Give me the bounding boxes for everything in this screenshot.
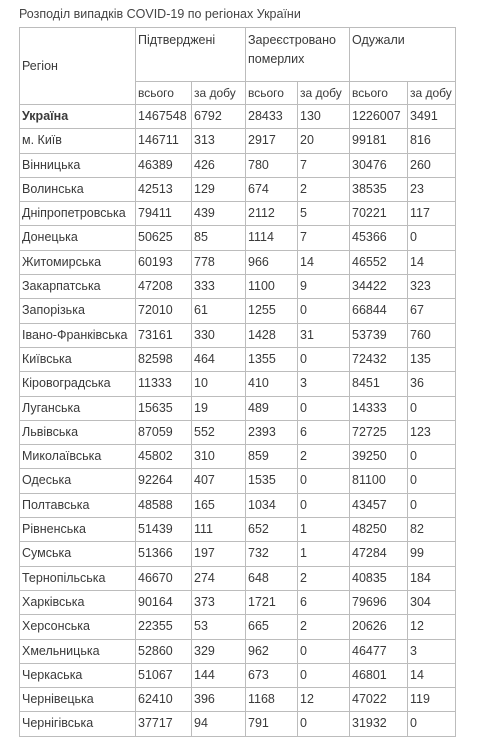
deaths-per-day-header: за добу — [298, 82, 350, 105]
confirmed-total-header: всього — [136, 82, 192, 105]
table-row — [20, 518, 456, 542]
region-cell: Львівська — [20, 420, 136, 444]
recovered-per-day-cell: 14 — [408, 663, 456, 687]
recovered-total-header: всього — [350, 82, 408, 105]
deaths-per-day-cell: 14 — [298, 250, 350, 274]
confirmed-per-day-header: за добу — [192, 82, 246, 105]
recovered-per-day-cell: 135 — [408, 347, 456, 371]
deaths-per-day-cell: 0 — [298, 712, 350, 736]
table-row — [20, 615, 456, 639]
recovered-total-cell: 30476 — [350, 153, 408, 177]
table-row — [20, 542, 456, 566]
recovered-per-day-cell: 760 — [408, 323, 456, 347]
confirmed-total-cell: 87059 — [136, 420, 192, 444]
confirmed-per-day-cell: 165 — [192, 493, 246, 517]
region-cell: Вінницька — [20, 153, 136, 177]
recovered-per-day-cell: 12 — [408, 615, 456, 639]
confirmed-total-cell: 1467548 — [136, 105, 192, 129]
confirmed-per-day-cell: 313 — [192, 129, 246, 153]
recovered-total-cell: 14333 — [350, 396, 408, 420]
recovered-group-header: Одужали — [350, 28, 456, 82]
region-cell: Чернівецька — [20, 688, 136, 712]
table-row — [20, 250, 456, 274]
deaths-per-day-cell: 2 — [298, 445, 350, 469]
deaths-total-cell: 780 — [246, 153, 298, 177]
confirmed-per-day-cell: 94 — [192, 712, 246, 736]
confirmed-total-cell: 79411 — [136, 202, 192, 226]
table-row — [20, 420, 456, 444]
recovered-per-day-cell: 119 — [408, 688, 456, 712]
deaths-total-cell: 1721 — [246, 590, 298, 614]
recovered-per-day-cell: 14 — [408, 250, 456, 274]
table-row — [20, 566, 456, 590]
confirmed-per-day-cell: 330 — [192, 323, 246, 347]
deaths-total-cell: 791 — [246, 712, 298, 736]
recovered-per-day-cell: 816 — [408, 129, 456, 153]
confirmed-total-cell: 37717 — [136, 712, 192, 736]
region-cell: Черкаська — [20, 663, 136, 687]
table-row — [20, 493, 456, 517]
region-cell: Івано-Франківська — [20, 323, 136, 347]
deaths-total-cell: 1535 — [246, 469, 298, 493]
region-cell: Кіровоградська — [20, 372, 136, 396]
table-row — [20, 590, 456, 614]
deaths-per-day-cell: 1 — [298, 518, 350, 542]
table-row — [20, 469, 456, 493]
deaths-per-day-cell: 6 — [298, 590, 350, 614]
recovered-total-cell: 70221 — [350, 202, 408, 226]
region-column-header: Регіон — [20, 28, 136, 105]
recovered-per-day-cell: 304 — [408, 590, 456, 614]
table-row — [20, 396, 456, 420]
recovered-per-day-cell: 99 — [408, 542, 456, 566]
deaths-total-cell: 1168 — [246, 688, 298, 712]
confirmed-total-cell: 92264 — [136, 469, 192, 493]
confirmed-total-cell: 60193 — [136, 250, 192, 274]
deaths-total-cell: 1114 — [246, 226, 298, 250]
region-cell: Одеська — [20, 469, 136, 493]
deaths-total-header: всього — [246, 82, 298, 105]
deaths-per-day-cell: 3 — [298, 372, 350, 396]
confirmed-total-cell: 72010 — [136, 299, 192, 323]
recovered-total-cell: 99181 — [350, 129, 408, 153]
deaths-total-cell: 2112 — [246, 202, 298, 226]
deaths-total-cell: 648 — [246, 566, 298, 590]
deaths-per-day-cell: 31 — [298, 323, 350, 347]
recovered-per-day-cell: 123 — [408, 420, 456, 444]
deaths-per-day-cell: 0 — [298, 299, 350, 323]
deaths-per-day-cell: 0 — [298, 639, 350, 663]
confirmed-total-cell: 52860 — [136, 639, 192, 663]
deaths-per-day-cell: 0 — [298, 663, 350, 687]
deaths-per-day-cell: 5 — [298, 202, 350, 226]
recovered-per-day-cell: 3 — [408, 639, 456, 663]
table-row — [20, 688, 456, 712]
recovered-total-cell: 38535 — [350, 177, 408, 201]
deaths-per-day-cell: 9 — [298, 275, 350, 299]
confirmed-per-day-cell: 778 — [192, 250, 246, 274]
deaths-per-day-cell: 1 — [298, 542, 350, 566]
deaths-per-day-cell: 0 — [298, 396, 350, 420]
table-row — [20, 153, 456, 177]
table-row — [20, 202, 456, 226]
region-cell: Україна — [20, 105, 136, 129]
table-row — [20, 177, 456, 201]
page-title: Розподіл випадків COVID-19 по регіонах України — [19, 7, 301, 21]
region-cell: Рівненська — [20, 518, 136, 542]
confirmed-total-cell: 51067 — [136, 663, 192, 687]
deaths-per-day-cell: 0 — [298, 469, 350, 493]
table-header-row — [20, 28, 456, 82]
covid-regions-table — [19, 27, 456, 737]
recovered-total-cell: 20626 — [350, 615, 408, 639]
deaths-total-cell: 1255 — [246, 299, 298, 323]
table-row — [20, 129, 456, 153]
recovered-total-cell: 45366 — [350, 226, 408, 250]
deaths-total-cell: 1100 — [246, 275, 298, 299]
deaths-group-header: Зареєстровано померлих — [246, 28, 350, 82]
deaths-per-day-cell: 7 — [298, 153, 350, 177]
confirmed-total-cell: 45802 — [136, 445, 192, 469]
table-row — [20, 445, 456, 469]
table-row — [20, 299, 456, 323]
confirmed-per-day-cell: 274 — [192, 566, 246, 590]
recovered-per-day-cell: 36 — [408, 372, 456, 396]
confirmed-per-day-cell: 329 — [192, 639, 246, 663]
deaths-total-cell: 732 — [246, 542, 298, 566]
recovered-total-cell: 43457 — [350, 493, 408, 517]
confirmed-total-cell: 22355 — [136, 615, 192, 639]
recovered-total-cell: 48250 — [350, 518, 408, 542]
deaths-per-day-cell: 0 — [298, 493, 350, 517]
region-cell: Сумська — [20, 542, 136, 566]
confirmed-total-cell: 47208 — [136, 275, 192, 299]
region-cell: Запорізька — [20, 299, 136, 323]
recovered-total-cell: 79696 — [350, 590, 408, 614]
recovered-total-cell: 47022 — [350, 688, 408, 712]
confirmed-per-day-cell: 426 — [192, 153, 246, 177]
deaths-total-cell: 859 — [246, 445, 298, 469]
deaths-total-cell: 665 — [246, 615, 298, 639]
deaths-per-day-cell: 12 — [298, 688, 350, 712]
confirmed-total-cell: 46389 — [136, 153, 192, 177]
deaths-total-cell: 2917 — [246, 129, 298, 153]
confirmed-total-cell: 50625 — [136, 226, 192, 250]
region-cell: Полтавська — [20, 493, 136, 517]
recovered-per-day-cell: 67 — [408, 299, 456, 323]
region-cell: Волинська — [20, 177, 136, 201]
recovered-total-cell: 46477 — [350, 639, 408, 663]
recovered-total-cell: 8451 — [350, 372, 408, 396]
table-row — [20, 639, 456, 663]
deaths-total-cell: 410 — [246, 372, 298, 396]
recovered-per-day-cell: 23 — [408, 177, 456, 201]
recovered-per-day-cell: 0 — [408, 493, 456, 517]
deaths-per-day-cell: 20 — [298, 129, 350, 153]
deaths-per-day-cell: 2 — [298, 566, 350, 590]
region-cell: Закарпатська — [20, 275, 136, 299]
recovered-total-cell: 72432 — [350, 347, 408, 371]
recovered-total-cell: 47284 — [350, 542, 408, 566]
confirmed-per-day-cell: 10 — [192, 372, 246, 396]
recovered-per-day-cell: 260 — [408, 153, 456, 177]
confirmed-per-day-cell: 129 — [192, 177, 246, 201]
confirmed-per-day-cell: 85 — [192, 226, 246, 250]
confirmed-per-day-cell: 19 — [192, 396, 246, 420]
table-row — [20, 323, 456, 347]
recovered-per-day-header: за добу — [408, 82, 456, 105]
recovered-total-cell: 34422 — [350, 275, 408, 299]
confirmed-total-cell: 15635 — [136, 396, 192, 420]
recovered-total-cell: 81100 — [350, 469, 408, 493]
recovered-total-cell: 46801 — [350, 663, 408, 687]
deaths-per-day-cell: 2 — [298, 615, 350, 639]
deaths-total-cell: 28433 — [246, 105, 298, 129]
deaths-per-day-cell: 6 — [298, 420, 350, 444]
region-cell: Херсонська — [20, 615, 136, 639]
recovered-per-day-cell: 323 — [408, 275, 456, 299]
recovered-per-day-cell: 82 — [408, 518, 456, 542]
confirmed-per-day-cell: 396 — [192, 688, 246, 712]
deaths-per-day-cell: 7 — [298, 226, 350, 250]
confirmed-per-day-cell: 439 — [192, 202, 246, 226]
recovered-per-day-cell: 184 — [408, 566, 456, 590]
deaths-total-cell: 489 — [246, 396, 298, 420]
deaths-total-cell: 1355 — [246, 347, 298, 371]
deaths-total-cell: 673 — [246, 663, 298, 687]
recovered-total-cell: 46552 — [350, 250, 408, 274]
confirmed-total-cell: 62410 — [136, 688, 192, 712]
region-cell: Миколаївська — [20, 445, 136, 469]
deaths-total-cell: 1034 — [246, 493, 298, 517]
confirmed-total-cell: 51439 — [136, 518, 192, 542]
confirmed-per-day-cell: 464 — [192, 347, 246, 371]
recovered-per-day-cell: 0 — [408, 445, 456, 469]
deaths-total-cell: 652 — [246, 518, 298, 542]
recovered-total-cell: 31932 — [350, 712, 408, 736]
confirmed-per-day-cell: 333 — [192, 275, 246, 299]
deaths-total-cell: 2393 — [246, 420, 298, 444]
region-cell: Тернопільська — [20, 566, 136, 590]
confirmed-total-cell: 42513 — [136, 177, 192, 201]
recovered-per-day-cell: 0 — [408, 469, 456, 493]
confirmed-total-cell: 46670 — [136, 566, 192, 590]
confirmed-total-cell: 82598 — [136, 347, 192, 371]
recovered-per-day-cell: 0 — [408, 712, 456, 736]
confirmed-total-cell: 146711 — [136, 129, 192, 153]
table-row — [20, 372, 456, 396]
deaths-per-day-cell: 130 — [298, 105, 350, 129]
confirmed-per-day-cell: 111 — [192, 518, 246, 542]
deaths-per-day-cell: 2 — [298, 177, 350, 201]
region-cell: Дніпропетровська — [20, 202, 136, 226]
recovered-total-cell: 40835 — [350, 566, 408, 590]
recovered-per-day-cell: 117 — [408, 202, 456, 226]
confirmed-per-day-cell: 407 — [192, 469, 246, 493]
confirmed-per-day-cell: 373 — [192, 590, 246, 614]
confirmed-per-day-cell: 197 — [192, 542, 246, 566]
region-cell: м. Київ — [20, 129, 136, 153]
recovered-total-cell: 1226007 — [350, 105, 408, 129]
deaths-total-cell: 1428 — [246, 323, 298, 347]
recovered-per-day-cell: 0 — [408, 226, 456, 250]
region-cell: Житомирська — [20, 250, 136, 274]
region-cell: Київська — [20, 347, 136, 371]
table-row — [20, 275, 456, 299]
deaths-total-cell: 962 — [246, 639, 298, 663]
confirmed-per-day-cell: 61 — [192, 299, 246, 323]
confirmed-per-day-cell: 6792 — [192, 105, 246, 129]
confirmed-total-cell: 48588 — [136, 493, 192, 517]
table-row — [20, 226, 456, 250]
deaths-per-day-cell: 0 — [298, 347, 350, 371]
recovered-per-day-cell: 0 — [408, 396, 456, 420]
table-row — [20, 663, 456, 687]
confirmed-per-day-cell: 310 — [192, 445, 246, 469]
confirmed-per-day-cell: 53 — [192, 615, 246, 639]
region-cell: Чернігівська — [20, 712, 136, 736]
recovered-total-cell: 66844 — [350, 299, 408, 323]
region-cell: Харківська — [20, 590, 136, 614]
recovered-total-cell: 39250 — [350, 445, 408, 469]
region-cell: Хмельницька — [20, 639, 136, 663]
recovered-total-cell: 72725 — [350, 420, 408, 444]
confirmed-per-day-cell: 552 — [192, 420, 246, 444]
confirmed-total-cell: 51366 — [136, 542, 192, 566]
confirmed-total-cell: 11333 — [136, 372, 192, 396]
deaths-total-cell: 966 — [246, 250, 298, 274]
confirmed-group-header: Підтверджені — [136, 28, 246, 82]
confirmed-total-cell: 73161 — [136, 323, 192, 347]
confirmed-per-day-cell: 144 — [192, 663, 246, 687]
region-cell: Донецька — [20, 226, 136, 250]
table-row — [20, 105, 456, 129]
deaths-total-cell: 674 — [246, 177, 298, 201]
table-row — [20, 347, 456, 371]
recovered-per-day-cell: 3491 — [408, 105, 456, 129]
region-cell: Луганська — [20, 396, 136, 420]
confirmed-total-cell: 90164 — [136, 590, 192, 614]
recovered-total-cell: 53739 — [350, 323, 408, 347]
